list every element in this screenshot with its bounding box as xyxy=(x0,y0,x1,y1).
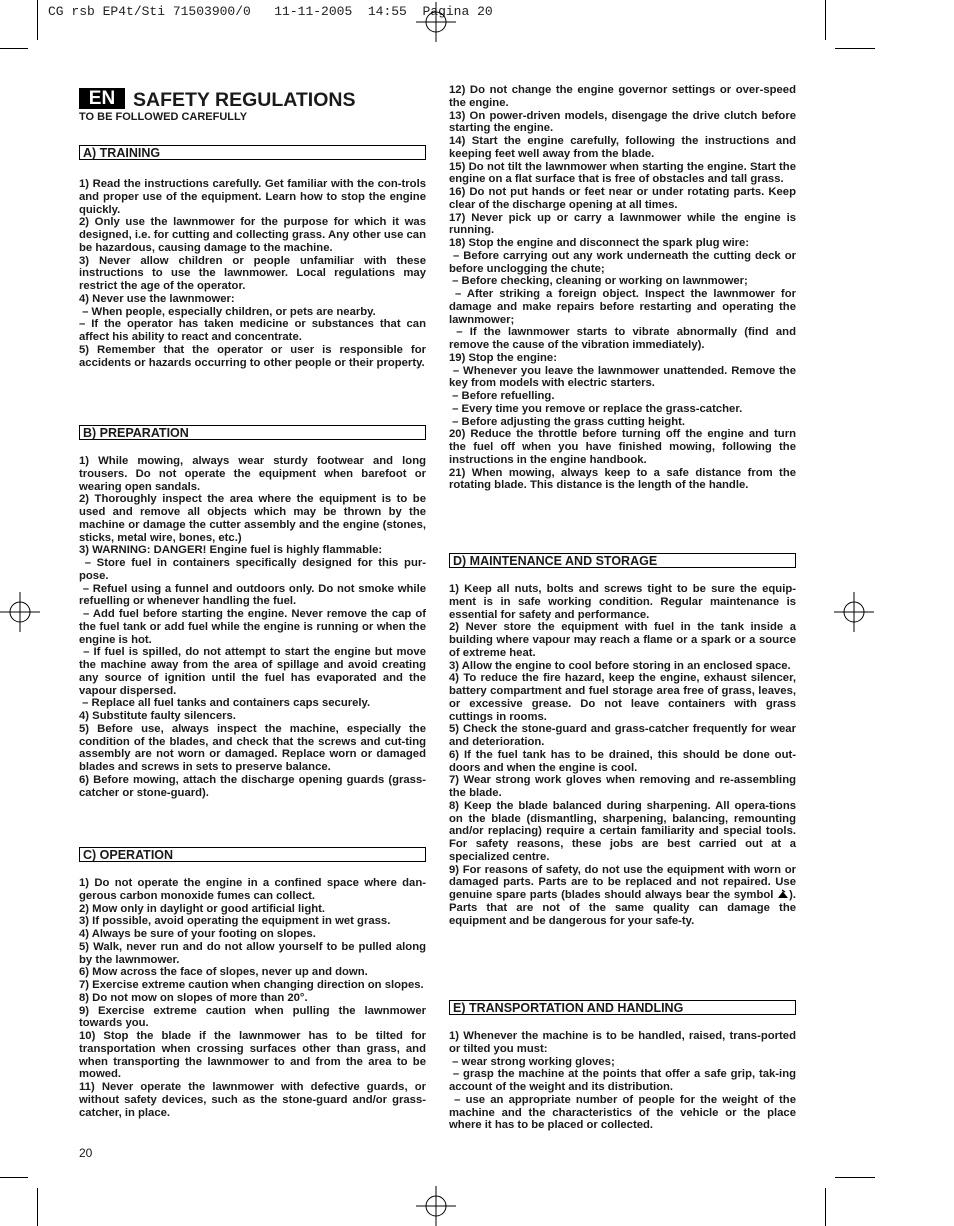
paragraph: 13) On power-driven models, disengage the drive clutch before starting the engine. xyxy=(449,109,796,135)
crop-mark xyxy=(825,1188,826,1226)
paragraph: – Whenever you leave the lawnmower unattended. Remove the key from models with electric starters. xyxy=(449,364,796,390)
paragraph: 9) Exercise extreme caution when pulling the lawnmower towards you. xyxy=(79,1004,426,1030)
crop-mark xyxy=(835,1177,875,1178)
paragraph: 2) Only use the lawnmower for the purpose for which it was designed, i.e. for cutting and collecting grass. Any other use can be hazardous, causing damage to the machine. xyxy=(79,216,426,254)
genuine-part-symbol-icon xyxy=(777,889,789,899)
section-heading: D) MAINTENANCE AND STORAGE xyxy=(449,553,796,568)
paragraph: 15) Do not tilt the lawnmower when starting the engine. Start the engine on a flat surface that is free of obstacles and tall grass. xyxy=(449,160,796,186)
section-preparation xyxy=(79,425,426,799)
paragraph: – Before adjusting the grass cutting height. xyxy=(449,415,686,428)
paragraph: – grasp the machine at the points that offer a safe grip, tak-ing account of the weight and its distribution. xyxy=(449,1068,796,1093)
paragraph: 3) If possible, avoid operating the equipment in wet grass. xyxy=(79,915,391,928)
section-body xyxy=(79,877,426,1119)
section-heading: C) OPERATION xyxy=(79,847,426,862)
paragraph: – Add fuel before starting the engine. Never remove the cap of the fuel tank or add fuel while the engine is running or when the engine is hot. xyxy=(79,608,426,646)
paragraph: – Before carrying out any work underneath the cutting deck or before unclogging the chute; xyxy=(449,249,796,275)
paragraph: – If the lawnmower starts to vibrate abnormally (find and remove the cause of the vibration immediately). xyxy=(449,326,796,351)
paragraph: 4) Substitute faulty silencers. xyxy=(79,710,236,722)
section-training xyxy=(79,145,426,369)
print-slug: CG rsb EP4t/Sti 71503900/0 11-11-2005 14:55 Pagina 20 xyxy=(48,4,493,19)
paragraph: 1) Do not operate the engine in a confined space where dan-gerous carbon monoxide fumes can collect. xyxy=(79,877,426,902)
crop-mark xyxy=(825,0,826,40)
paragraph: 2) Mow only in daylight or good artificial light. xyxy=(79,902,326,915)
crop-mark xyxy=(835,48,875,49)
paragraph: 1) Read the instructions carefully. Get familiar with the con-trols and proper use of the equipment. Learn how to stop the engine quickly. xyxy=(79,178,426,216)
paragraph: 7) Wear strong work gloves when removing and re-assembling the blade. xyxy=(449,774,796,799)
section-heading: E) TRANSPORTATION AND HANDLING xyxy=(449,1000,796,1015)
paragraph: 7) Exercise extreme caution when changing direction on slopes. xyxy=(79,979,424,991)
paragraph: – When people, especially children, or pets are nearby. xyxy=(79,305,376,318)
registration-mark-icon xyxy=(834,592,874,632)
section-transportation xyxy=(449,1000,796,1132)
paragraph: 4) To reduce the fire hazard, keep the engine, exhaust silencer, battery compartment and fuel storage area free of grass, leaves, or excessive grease. Do not leave containers with grass cuttings in rooms. xyxy=(449,672,796,723)
paragraph: 4) Never use the lawnmower: xyxy=(79,292,235,305)
page-number: 20 xyxy=(79,1146,93,1160)
paragraph: 5) Remember that the operator or user is responsible for accidents or hazards occurring to other people or their property. xyxy=(79,343,426,369)
section-body xyxy=(449,1030,796,1132)
paragraph: 6) Mow across the face of slopes, never up and down. xyxy=(79,966,368,979)
registration-mark-icon xyxy=(0,592,40,632)
section-operation xyxy=(79,847,426,1119)
paragraph: 1) While mowing, always wear sturdy footwear and long trousers. Do not operate the equipment when barefoot or wearing open sandals. xyxy=(79,455,426,493)
paragraph: 20) Reduce the throttle before turning off the engine and turn the fuel off when you have finished mowing, following the instructions in the engine handbook. xyxy=(449,428,796,466)
paragraph: 3) WARNING: DANGER! Engine fuel is highly flammable: xyxy=(79,544,383,557)
paragraph: – Store fuel in containers specifically designed for this pur-pose. xyxy=(79,557,426,582)
registration-mark-icon xyxy=(416,2,456,42)
paragraph: 5) Before use, always inspect the machine, especially the condition of the blades, and check that the screws and cut-ting assembly are not worn or damaged. Replace worn or damaged blades and screws in sets to preserve balance. xyxy=(79,722,426,773)
section-operation-continued xyxy=(449,84,796,492)
paragraph: 6) Before mowing, attach the discharge opening guards (grass-catcher or stone-guard). xyxy=(79,773,426,799)
crop-mark xyxy=(0,1177,28,1178)
registration-mark-icon xyxy=(416,1186,456,1226)
paragraph: – use an appropriate number of people for the weight of the machine and the characteristics of the vehicle or the place where it has to be placed or collected. xyxy=(449,1093,796,1132)
paragraph: 2) Thoroughly inspect the area where the equipment is to be used and remove all objects which may be thrown by the machine or damage the cutter assembly and the engine (stones, sticks, metal wire, bones, etc.) xyxy=(79,493,426,544)
paragraph: 3) Never allow children or people unfamiliar with these instructions to use the lawnmower. Local regulations may restrict the age of the operator. xyxy=(79,254,426,292)
paragraph: 9) For reasons of safety, do not use the equipment with worn or damaged parts. Parts are to be replaced and not repaired. Use genuine spare parts (blades should always bear the symbol ). Parts that are not of the same quality can damage the equipment and be dangerous for your safe-ty. xyxy=(449,863,796,927)
page-subtitle: TO BE FOLLOWED CAREFULLY xyxy=(79,111,248,123)
paragraph: 8) Do not mow on slopes of more than 20°. xyxy=(79,991,308,1004)
paragraph: – Refuel using a funnel and outdoors only. Do not smoke while refuelling or whenever handling the fuel. xyxy=(79,582,426,608)
paragraph: – Every time you remove or replace the grass-catcher. xyxy=(449,402,743,415)
section-body xyxy=(449,84,796,492)
crop-mark xyxy=(37,1188,38,1226)
paragraph: – If the operator has taken medicine or substances that can affect his ability to react and concentrate. xyxy=(79,318,426,343)
paragraph: 14) Start the engine carefully, following the instructions and keeping feet well away from the blade. xyxy=(449,135,796,160)
paragraph: 18) Stop the engine and disconnect the spark plug wire: xyxy=(449,237,750,249)
page-title: SAFETY REGULATIONS xyxy=(133,89,356,111)
section-heading: A) TRAINING xyxy=(79,145,426,160)
section-heading: B) PREPARATION xyxy=(79,425,426,440)
paragraph: 5) Check the stone-guard and grass-catcher frequently for wear and deterioration. xyxy=(449,723,796,748)
paragraph: 10) Stop the blade if the lawnmower has to be tilted for transportation when crossing surfaces other than grass, and when transporting the lawnmower to and from the area to be mowed. xyxy=(79,1030,426,1081)
crop-mark xyxy=(0,48,28,49)
paragraph: 11) Never operate the lawnmower with defective guards, or without safety devices, such as the stone-guard and/or grass-catcher, in place. xyxy=(79,1081,426,1119)
paragraph: 3) Allow the engine to cool before storing in an enclosed space. xyxy=(449,659,791,672)
paragraph: 6) If the fuel tank has to be drained, this should be done out-doors and when the engine is cool. xyxy=(449,748,796,774)
paragraph: 8) Keep the blade balanced during sharpening. All opera-tions on the blade (dismantling, sharpening, balancing, remounting and/or replacing) require a certain familiarity and special tools. For safety reasons, these jobs are best carried out at a specialized centre. xyxy=(449,799,796,863)
paragraph: – Before refuelling. xyxy=(449,390,555,402)
paragraph: 19) Stop the engine: xyxy=(449,351,557,364)
section-body xyxy=(79,178,426,369)
paragraph: 2) Never store the equipment with fuel in the tank inside a building where vapour may reach a flame or a spark or a source of extreme heat. xyxy=(449,621,796,659)
paragraph: 5) Walk, never run and do not allow yourself to be pulled along by the lawnmower. xyxy=(79,940,426,966)
section-maintenance xyxy=(449,553,796,927)
section-body xyxy=(79,455,426,799)
language-badge: EN xyxy=(79,88,125,109)
paragraph: 21) When mowing, always keep to a safe distance from the rotating blade. This distance is the length of the handle. xyxy=(449,466,796,492)
paragraph: – If fuel is spilled, do not attempt to start the engine but move the machine away from the area of spillage and avoid creating any source of ignition until the fuel has evaporated and the vapour dispersed. xyxy=(79,646,426,697)
paragraph: 17) Never pick up or carry a lawnmower while the engine is running. xyxy=(449,211,796,237)
paragraph: 1) Whenever the machine is to be handled, raised, trans-ported or tilted you must: xyxy=(449,1030,796,1055)
crop-mark xyxy=(37,0,38,40)
paragraph: – Replace all fuel tanks and containers caps securely. xyxy=(79,697,371,710)
paragraph: – Before checking, cleaning or working on lawnmower; xyxy=(449,275,748,288)
section-body xyxy=(449,583,796,864)
paragraph: 16) Do not put hands or feet near or under rotating parts. Keep clear of the discharge opening at all times. xyxy=(449,186,796,211)
paragraph: 12) Do not change the engine governor settings or over-speed the engine. xyxy=(449,84,796,109)
paragraph: – After striking a foreign object. Inspect the lawnmower for damage and make repairs before restarting and operating the lawnmower; xyxy=(449,288,796,326)
paragraph: 1) Keep all nuts, bolts and screws tight to be sure the equip-ment is in safe working condition. Regular maintenance is essential for safety and performance. xyxy=(449,583,796,621)
paragraph: – wear strong working gloves; xyxy=(449,1055,615,1068)
paragraph: 4) Always be sure of your footing on slopes. xyxy=(79,928,316,940)
